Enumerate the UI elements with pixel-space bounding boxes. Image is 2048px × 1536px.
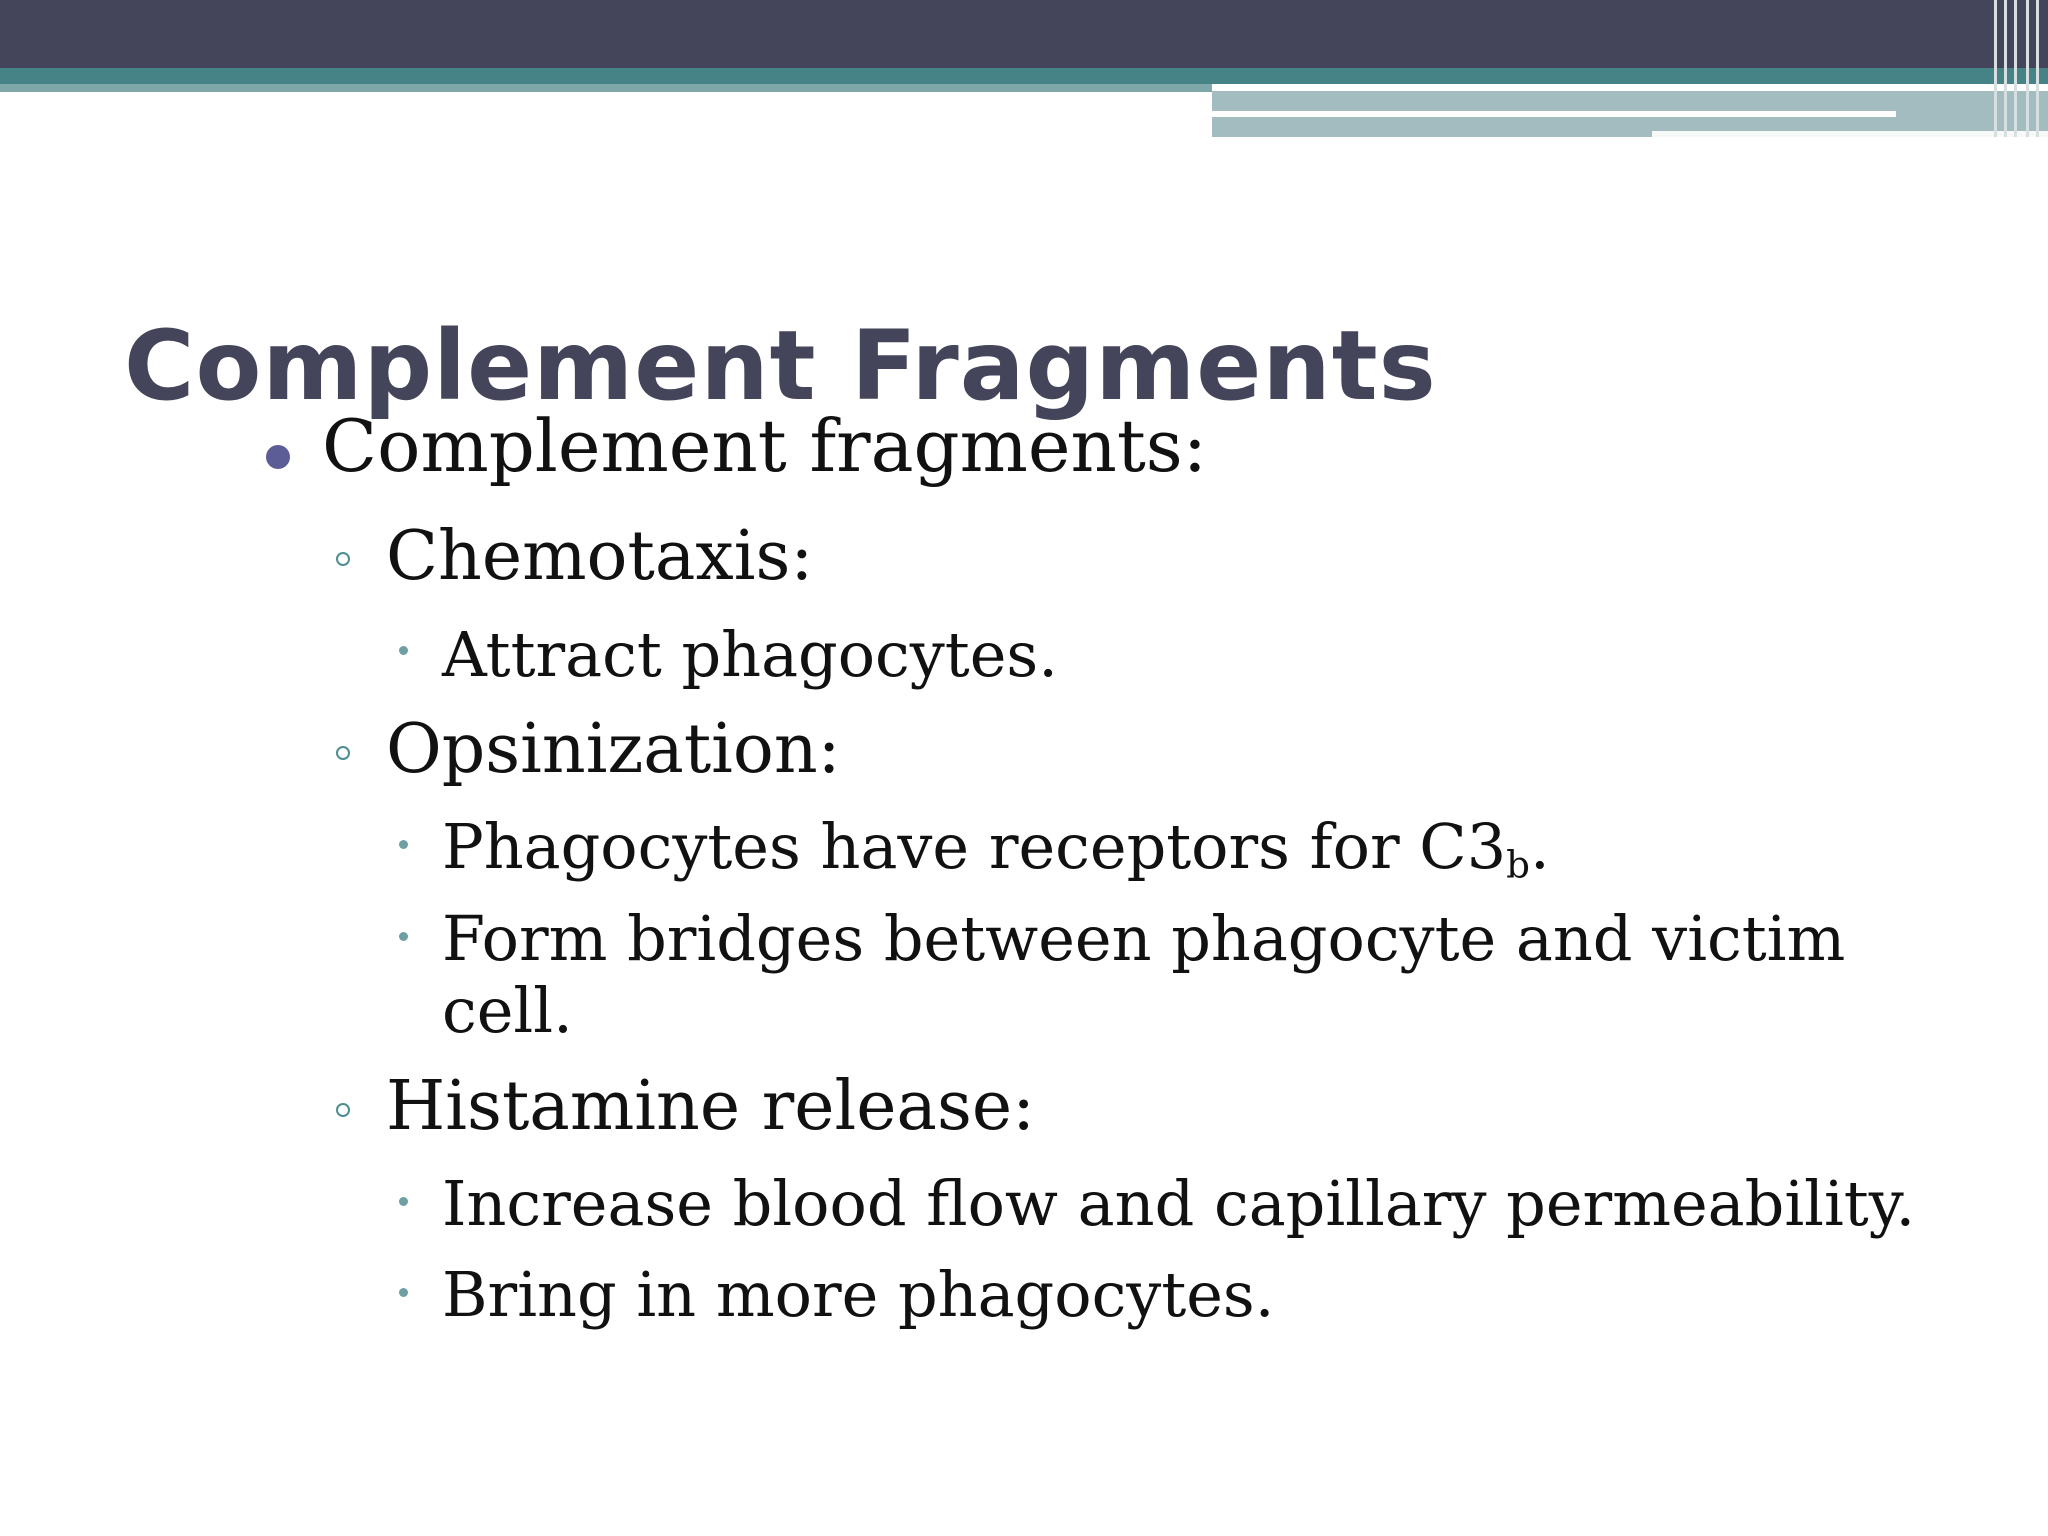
bullet-more-phagocytes: Bring in more phagocytes. [442,1258,1275,1331]
bullet-main: Complement fragments: [322,404,1207,488]
sub-sub-bullet-dot-icon [399,932,408,941]
sub-bullet-circle-icon [336,1103,350,1117]
header-band-teal [0,68,2048,84]
header-accent-line [1212,111,1896,117]
bullet-form-bridges: Form bridges between phagocyte and victim [442,902,1846,975]
bullet-form-bridges-continued: cell. [442,974,573,1047]
receptors-period: . [1529,810,1550,883]
bullet-chemotaxis: Chemotaxis: [386,517,814,596]
receptors-subscript: b [1506,842,1530,887]
sub-sub-bullet-dot-icon [399,1288,408,1297]
header-edge-stripes [1992,0,2048,137]
header-band-dark [0,0,2048,68]
header-accent-line-lower [1652,131,2048,137]
bullet-histamine: Histamine release: [386,1067,1036,1146]
sub-sub-bullet-dot-icon [399,1197,408,1206]
bullet-dot-icon [266,445,290,469]
sub-sub-bullet-dot-icon [399,646,408,655]
header-band-teal-thin [0,84,1212,92]
receptors-text: Phagocytes have receptors for C3 [442,810,1507,883]
sub-sub-bullet-dot-icon [399,840,408,849]
bullet-attract-phagocytes: Attract phagocytes. [442,618,1058,691]
sub-bullet-circle-icon [336,746,350,760]
bullet-opsinization: Opsinization: [386,710,841,789]
sub-bullet-circle-icon [336,552,350,566]
slide-title: Complement Fragments [124,310,1437,422]
bullet-receptors [442,810,1550,887]
bullet-blood-flow: Increase blood flow and capillary permeability. [442,1167,1916,1240]
